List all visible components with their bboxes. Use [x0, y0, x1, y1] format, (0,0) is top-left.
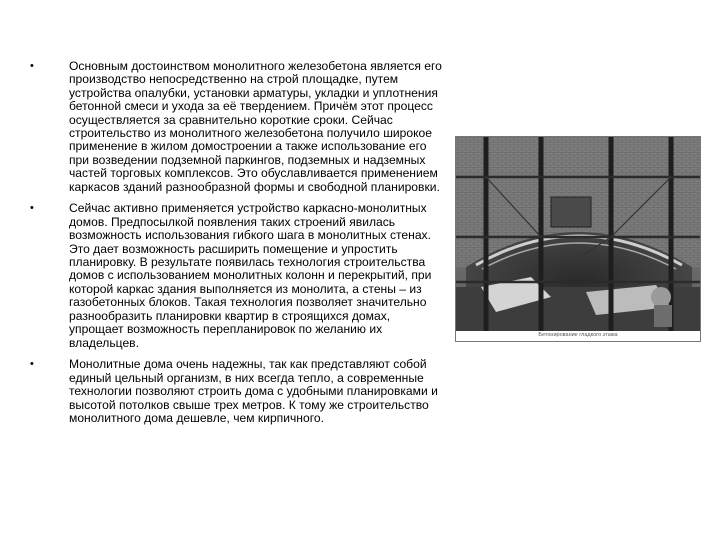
- bullet-text: Монолитные дома очень надежны, так как представляют собой единый цельный организм, в них всегда тепло, а современные технологии позволяют строить дома с удобными планировками и высотой потолков свыше трех метров. К тому же строительство монолитного дома дешевле, чем кирпичного.: [69, 357, 438, 425]
- bullet-text: Сейчас активно применяется устройство каркасно-монолитных домов. Предпосылкой появления таких строений явилась возможность использования гибкого шага в монолитных стенах. Это дает возможность расширить помещение и упростить планировку. В результате появилась технология строительства домов с использованием монолитных колонн и перекрытий, при которой каркас здания выполняется из монолита, а стены – из газобетонных блоков. Такая технология позволяет значительно разнообразить планировки квартир в строящихся домах, упрощает возможность перепланировок по желанию их владельцев.: [69, 201, 432, 350]
- construction-site-photo: [455, 136, 701, 342]
- bullet-text: Основным достоинством монолитного железобетона является его производство непосредственно на строй площадке, путем устройства опалубки, установки арматуры, укладки и уплотнения бетонной смеси и ухода за её твердением. Причём этот процесс осуществляется за сравнительно короткие сроки. Сейчас строительство из монолитного железобетона получило широкое применение в жилом домостроении а также использование его при возведении подземной паркингов, подземных и надземных частей торговых комплексов. Это обуславливается применением каркасов зданий разнообразной формы и свободной планировки.: [69, 59, 442, 194]
- bullet-marker: •: [30, 358, 34, 371]
- bullet-item: [30, 358, 448, 425]
- bullet-marker: •: [30, 60, 34, 72]
- construction-photo-illustration: [456, 137, 700, 331]
- bullet-marker: •: [30, 202, 34, 215]
- bullet-item: [30, 202, 448, 349]
- bullet-item: [30, 60, 448, 194]
- photo-caption: Бетонирование гладкого этажа: [538, 332, 618, 338]
- bullet-list: [30, 60, 448, 434]
